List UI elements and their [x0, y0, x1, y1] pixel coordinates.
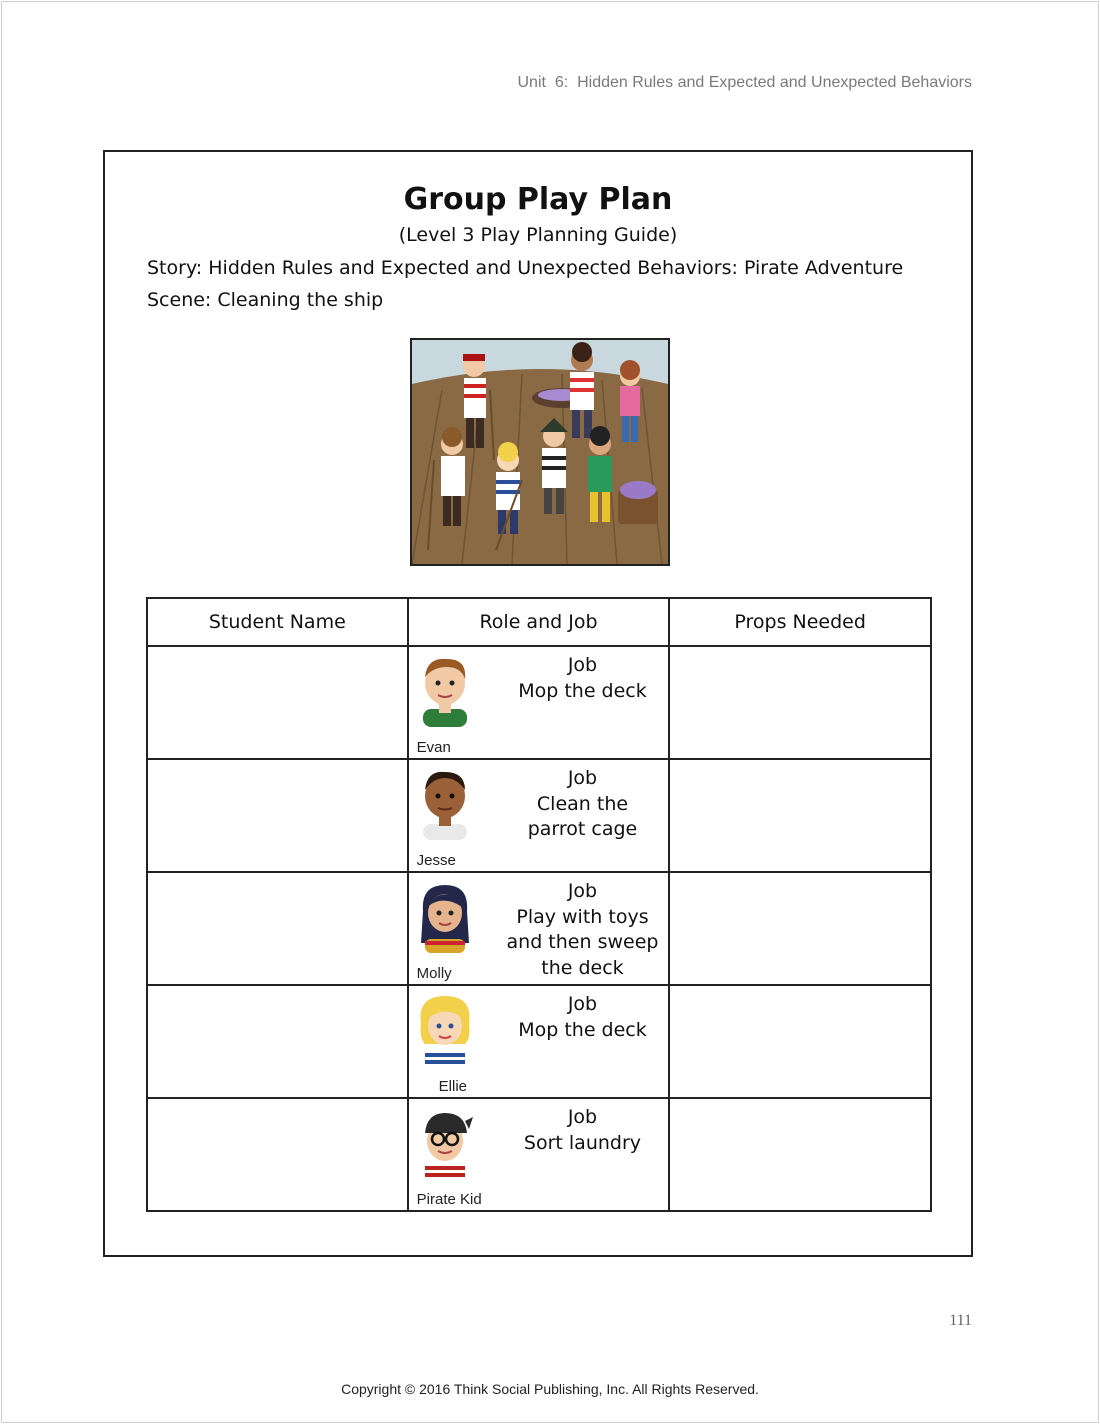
student-name-cell[interactable]	[147, 985, 408, 1098]
role-cell	[408, 646, 670, 759]
play-plan-table	[146, 597, 932, 1212]
props-needed-cell[interactable]	[669, 985, 931, 1098]
molly-avatar-icon	[417, 881, 473, 953]
worksheet-frame	[103, 150, 973, 1257]
job-description	[501, 992, 665, 1043]
job-line: Clean the	[536, 792, 629, 815]
student-name-cell[interactable]	[147, 1098, 408, 1211]
table-row	[147, 872, 931, 985]
header-role-and-job: Role and Job	[408, 598, 670, 646]
job-line: Sort laundry	[523, 1131, 642, 1154]
evan-avatar-icon	[417, 655, 473, 727]
job-description	[501, 766, 665, 843]
page-title: Group Play Plan	[403, 182, 673, 217]
props-needed-cell[interactable]	[669, 1098, 931, 1211]
job-line: Play with toys	[516, 905, 649, 928]
running-head: Unit 6: Hidden Rules and Expected and Unexpected Behaviors	[517, 74, 972, 91]
student-name-cell[interactable]	[147, 759, 408, 872]
copyright-notice: Copyright © 2016 Think Social Publishing, Inc. All Rights Reserved.	[341, 1381, 759, 1397]
page-number: 111	[949, 1312, 972, 1329]
table-row	[147, 985, 931, 1098]
job-line: and then sweep	[506, 931, 659, 953]
jesse-avatar-icon	[417, 768, 473, 840]
pirate-ship-scene-illustration	[410, 338, 670, 566]
table-header-row	[147, 598, 931, 646]
ellie-avatar-icon	[417, 994, 473, 1066]
scene-line: Scene: Cleaning the ship	[147, 289, 384, 311]
story-line: Story: Hidden Rules and Expected and Unexpected Behaviors: Pirate Adventure	[147, 257, 904, 279]
header-student-name: Student Name	[147, 598, 408, 646]
character-name: Jesse	[416, 852, 456, 869]
job-line: Mop the deck	[518, 679, 647, 702]
job-description	[501, 653, 665, 704]
job-line: parrot cage	[527, 818, 638, 840]
props-needed-cell[interactable]	[669, 872, 931, 985]
job-heading: Job	[567, 654, 598, 676]
job-line: Mop the deck	[518, 1018, 647, 1041]
table-row	[147, 646, 931, 759]
student-name-cell[interactable]	[147, 646, 408, 759]
table-row	[147, 759, 931, 872]
job-heading: Job	[567, 993, 598, 1015]
pirate-kid-avatar-icon	[417, 1107, 473, 1179]
student-name-cell[interactable]	[147, 872, 408, 985]
job-description	[501, 1105, 665, 1156]
character-name: Evan	[416, 739, 451, 756]
role-cell	[408, 759, 670, 872]
job-line: the deck	[541, 956, 624, 979]
page-subtitle: (Level 3 Play Planning Guide)	[398, 224, 678, 246]
header-props-needed: Props Needed	[669, 598, 931, 646]
job-heading: Job	[567, 767, 598, 789]
props-needed-cell[interactable]	[669, 646, 931, 759]
role-cell	[408, 1098, 670, 1211]
character-name: Pirate Kid	[416, 1191, 482, 1208]
job-heading: Job	[567, 880, 598, 902]
role-cell	[408, 985, 670, 1098]
character-name: Ellie	[438, 1078, 468, 1095]
props-needed-cell[interactable]	[669, 759, 931, 872]
role-cell	[408, 872, 670, 985]
character-name: Molly	[416, 965, 452, 982]
job-heading: Job	[567, 1106, 598, 1128]
job-description	[501, 879, 665, 981]
table-row	[147, 1098, 931, 1211]
